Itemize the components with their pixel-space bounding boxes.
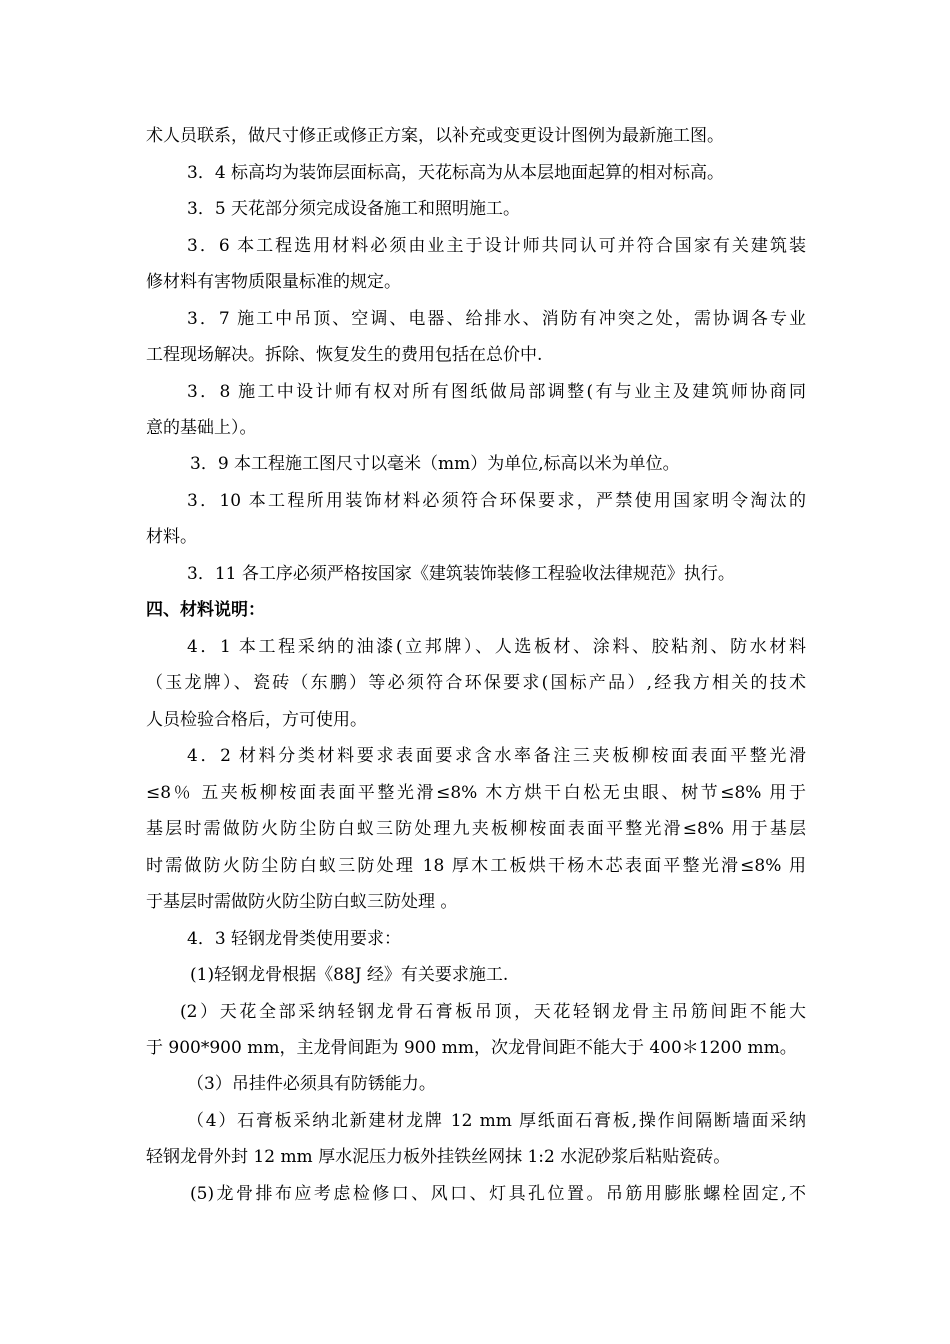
paragraph-line: 4．1 本工程采纳的油漆(立邦牌）、人选板材、涂料、胶粘剂、防水材料 [187,637,806,657]
paragraph-line: 3．5 天花部分须完成设备施工和照明施工。 [187,199,521,219]
paragraph-line: 3．6 本工程选用材料必须由业主于设计师共同认可并符合国家有关建筑装 [187,236,806,256]
paragraph-line: 修材料有害物质限量标准的规定。 [146,272,401,292]
paragraph-line: 轻钢龙骨外封 12 mm 厚水泥压力板外挂铁丝网抹 1:2 水泥砂浆后粘贴瓷砖。 [146,1147,731,1167]
paragraph-line: （玉龙牌）、瓷砖（东鹏）等必须符合环保要求(国标产品）,经我方相关的技术 [146,673,806,693]
paragraph-line: 于 900*900 mm，主龙骨间距为 900 mm，次龙骨间距不能大于 400＊1200 mm。 [146,1038,797,1058]
paragraph-line: 术人员联系，做尺寸修正或修正方案，以补充或变更设计图例为最新施工图。 [146,126,724,146]
paragraph-line: （3）吊挂件必须具有防锈能力。 [187,1074,436,1094]
paragraph-line: 4．3 轻钢龙骨类使用要求： [187,929,402,949]
paragraph-line: 3．10 本工程所用装饰材料必须符合环保要求，严禁使用国家明令淘汰的 [187,491,806,511]
paragraph-line: 时需做防火防尘防白蚁三防处理 18 厚木工板烘干杨木芯表面平整光滑≤8% 用 [146,856,806,876]
paragraph-line: 基层时需做防火防尘防白蚁三防处理九夹板柳桉面表面平整光滑≤8% 用于基层 [146,819,806,839]
section-heading: 四、材料说明： [146,600,265,620]
paragraph-line: ≤8％ 五夹板柳桉面表面平整光滑≤8% 木方烘干白松无虫眼、树节≤8% 用于 [146,783,806,803]
paragraph-line: 3．7 施工中吊顶、空调、电器、给排水、消防有冲突之处，需协调各专业 [187,309,806,329]
paragraph-line: 人员检验合格后，方可使用。 [146,710,367,730]
paragraph-line: 3．8 施工中设计师有权对所有图纸做局部调整(有与业主及建筑师协商同 [187,382,806,402]
paragraph-line: (5)龙骨排布应考虑检修口、风口、灯具孔位置。吊筋用膨胀螺栓固定,不 [190,1184,806,1204]
paragraph-line: 3．9 本工程施工图尺寸以毫米（mm）为单位,标高以米为单位。 [190,454,680,474]
paragraph-line: 于基层时需做防火防尘防白蚁三防处理 。 [146,892,458,912]
paragraph-line: 工程现场解决。拆除、恢复发生的费用包括在总价中. [146,345,543,365]
paragraph-line: 意的基础上）。 [146,418,257,438]
paragraph-line: 4．2 材料分类材料要求表面要求含水率备注三夹板柳桉面表面平整光滑 [187,746,806,766]
paragraph-line: (1)轻钢龙骨根据《88J 经》有关要求施工. [190,965,509,985]
paragraph-line: 3．11 各工序必须严格按国家《建筑装饰装修工程验收法律规范》执行。 [187,564,735,584]
paragraph-line: (2）天花全部采纳轻钢龙骨石膏板吊顶，天花轻钢龙骨主吊筋间距不能大 [180,1002,806,1022]
paragraph-line: 材料。 [146,527,197,547]
paragraph-line: 3．4 标高均为装饰层面标高，天花标高为从本层地面起算的相对标高。 [187,163,725,183]
paragraph-line: （4）石膏板采纳北新建材龙牌 12 mm 厚纸面石膏板,操作间隔断墙面采纳 [187,1111,806,1131]
